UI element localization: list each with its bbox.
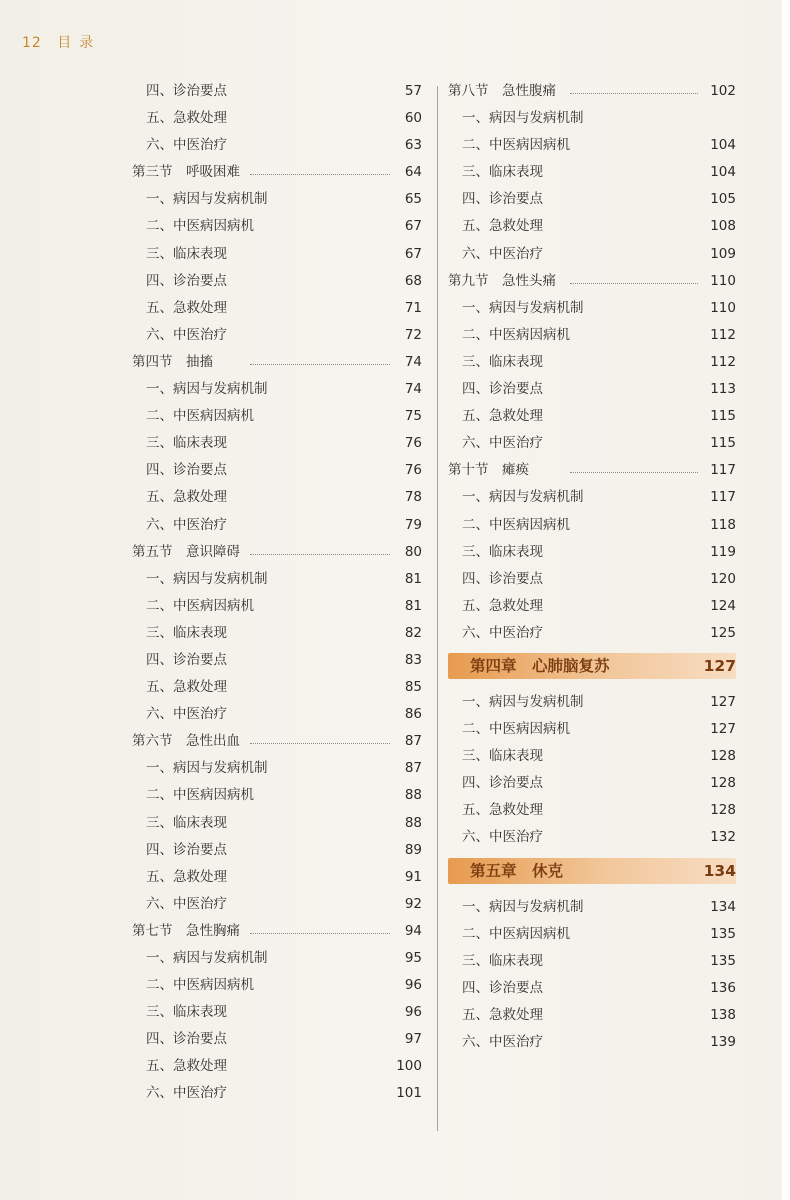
toc-page-number: 112 bbox=[710, 353, 736, 370]
toc-page-number: 128 bbox=[710, 775, 736, 792]
toc-page-number: 72 bbox=[404, 326, 422, 343]
toc-entry-title: 四、诊治要点 bbox=[146, 83, 227, 99]
toc-page-number: 96 bbox=[404, 1004, 422, 1021]
toc-entry-row[interactable] bbox=[448, 921, 736, 948]
toc-entry-title: 四、诊治要点 bbox=[462, 570, 543, 587]
toc-page-number: 83 bbox=[404, 651, 422, 668]
toc-section-title: 第八节 急性腹痛 bbox=[448, 83, 556, 99]
toc-page-number: 102 bbox=[710, 83, 736, 99]
toc-page-number: 67 bbox=[404, 218, 422, 235]
toc-entry-row[interactable] bbox=[448, 770, 736, 797]
toc-entry-row[interactable] bbox=[132, 430, 422, 457]
chapter-title: 第五章 休克 bbox=[470, 861, 564, 880]
toc-entry-title: 四、诊治要点 bbox=[462, 381, 543, 398]
toc-entry-row[interactable] bbox=[448, 689, 736, 716]
toc-page-number: 76 bbox=[404, 462, 422, 479]
toc-page-number: 117 bbox=[710, 462, 736, 479]
toc-entry-title: 三、临床表现 bbox=[146, 1004, 227, 1021]
toc-entry-row[interactable] bbox=[448, 295, 736, 322]
toc-page-number: 68 bbox=[404, 272, 422, 289]
toc-page-number: 109 bbox=[710, 245, 736, 262]
toc-entry-title: 三、临床表现 bbox=[146, 435, 227, 452]
header-page-number: 12 bbox=[22, 35, 42, 51]
toc-page-number: 75 bbox=[404, 408, 422, 425]
toc-entry-title: 六、中医治疗 bbox=[146, 706, 227, 723]
toc-section-title: 第四节 抽搐 bbox=[132, 353, 213, 370]
toc-entry-row[interactable] bbox=[448, 132, 736, 159]
toc-page-number: 118 bbox=[710, 516, 736, 533]
toc-page-number: 91 bbox=[404, 868, 422, 885]
toc-entry-row[interactable] bbox=[132, 566, 422, 593]
toc-entry-row[interactable] bbox=[132, 891, 422, 918]
toc-page-number: 92 bbox=[404, 895, 422, 912]
toc-page-number: 85 bbox=[404, 679, 422, 696]
toc-page-number: 95 bbox=[404, 950, 422, 966]
toc-entry-title: 六、中医治疗 bbox=[146, 326, 227, 343]
toc-entry-title: 一、病因与发病机制 bbox=[462, 693, 584, 710]
toc-entry-row[interactable] bbox=[448, 743, 736, 770]
toc-entry-row[interactable] bbox=[448, 159, 736, 186]
toc-page-number: 100 bbox=[396, 1058, 422, 1075]
toc-right-list-c bbox=[448, 894, 736, 1057]
toc-page-number: 67 bbox=[404, 245, 422, 262]
toc-page-number: 108 bbox=[710, 218, 736, 235]
toc-entry-row[interactable] bbox=[448, 213, 736, 240]
toc-entry-row[interactable] bbox=[448, 403, 736, 430]
toc-entry-row[interactable] bbox=[132, 647, 422, 674]
toc-entry-row[interactable] bbox=[132, 512, 422, 539]
toc-left-column bbox=[132, 78, 422, 1108]
toc-entry-title: 五、急救处理 bbox=[462, 218, 543, 235]
toc-section-title: 第六节 急性出血 bbox=[132, 733, 240, 750]
toc-entry-row[interactable] bbox=[448, 1002, 736, 1029]
toc-page-number: 135 bbox=[710, 925, 736, 942]
toc-entry-row[interactable] bbox=[448, 593, 736, 620]
toc-section-row[interactable] bbox=[132, 539, 422, 566]
toc-entry-title: 六、中医治疗 bbox=[462, 829, 543, 846]
toc-section-row[interactable] bbox=[448, 78, 736, 105]
toc-page-number: 128 bbox=[710, 748, 736, 765]
toc-entry-title: 六、中医治疗 bbox=[462, 624, 543, 641]
chapter-page: 127 bbox=[703, 656, 736, 675]
toc-page-number: 115 bbox=[710, 435, 736, 452]
page-edge bbox=[782, 0, 790, 1200]
toc-page-number: 63 bbox=[404, 137, 422, 154]
toc-page-number: 113 bbox=[710, 381, 736, 398]
toc-page-number: 110 bbox=[710, 272, 736, 289]
toc-page-number: 82 bbox=[404, 624, 422, 641]
toc-entry-row[interactable] bbox=[448, 948, 736, 975]
toc-entry-row[interactable] bbox=[448, 430, 736, 457]
toc-entry-row[interactable] bbox=[448, 894, 736, 921]
toc-entry-title: 五、急救处理 bbox=[146, 110, 227, 127]
toc-entry-row[interactable] bbox=[132, 782, 422, 809]
toc-section-row[interactable] bbox=[132, 728, 422, 755]
toc-page-number: 97 bbox=[404, 1031, 422, 1048]
toc-entry-row[interactable] bbox=[448, 566, 736, 593]
toc-entry-row[interactable] bbox=[448, 376, 736, 403]
toc-entry-title: 五、急救处理 bbox=[146, 299, 227, 316]
toc-page-number: 105 bbox=[710, 191, 736, 208]
toc-page-number: 86 bbox=[404, 706, 422, 723]
toc-right-column bbox=[448, 78, 736, 1056]
toc-entry-row[interactable] bbox=[132, 403, 422, 430]
toc-page-number: 81 bbox=[404, 570, 422, 587]
toc-page-number: 104 bbox=[710, 137, 736, 154]
toc-entry-row[interactable] bbox=[132, 376, 422, 403]
toc-page-number: 80 bbox=[404, 543, 422, 560]
toc-entry-row[interactable] bbox=[132, 213, 422, 240]
toc-section-title: 第九节 急性头痛 bbox=[448, 272, 556, 289]
toc-entry-row[interactable] bbox=[448, 484, 736, 511]
toc-entry-title: 五、急救处理 bbox=[462, 802, 543, 819]
toc-page-number: 135 bbox=[710, 952, 736, 969]
toc-section-title: 第十节 瘫痪 bbox=[448, 462, 529, 479]
toc-entry-title: 一、病因与发病机制 bbox=[146, 950, 268, 966]
toc-entry-title: 六、中医治疗 bbox=[462, 435, 543, 452]
toc-entry-title: 六、中医治疗 bbox=[146, 1085, 227, 1102]
toc-entry-title: 六、中医治疗 bbox=[462, 245, 543, 262]
toc-entry-title: 四、诊治要点 bbox=[146, 841, 227, 858]
toc-entry-title: 二、中医病因病机 bbox=[146, 787, 254, 804]
toc-entry-title: 四、诊治要点 bbox=[462, 191, 543, 208]
toc-page-number: 127 bbox=[710, 721, 736, 738]
toc-page-number: 79 bbox=[404, 516, 422, 533]
toc-entry-row[interactable] bbox=[132, 972, 422, 999]
toc-entry-title: 四、诊治要点 bbox=[146, 1031, 227, 1048]
toc-entry-title: 五、急救处理 bbox=[462, 1006, 543, 1023]
toc-entry-row[interactable] bbox=[132, 1080, 422, 1107]
toc-entry-row[interactable] bbox=[448, 539, 736, 566]
toc-entry-row[interactable] bbox=[132, 484, 422, 511]
chapter-heading[interactable] bbox=[448, 653, 736, 679]
toc-page-number: 76 bbox=[404, 435, 422, 452]
toc-entry-row[interactable] bbox=[132, 837, 422, 864]
toc-entry-title: 三、临床表现 bbox=[462, 952, 543, 969]
toc-page-number: 134 bbox=[710, 898, 736, 915]
toc-entry-title: 三、临床表现 bbox=[146, 624, 227, 641]
toc-entry-title: 二、中医病因病机 bbox=[146, 597, 254, 614]
toc-entry-row[interactable] bbox=[132, 1053, 422, 1080]
toc-entry-title: 三、临床表现 bbox=[462, 543, 543, 560]
toc-entry-title: 二、中医病因病机 bbox=[462, 721, 570, 738]
toc-entry-row[interactable] bbox=[132, 755, 422, 782]
toc-entry-title: 一、病因与发病机制 bbox=[146, 381, 268, 398]
toc-entry-row[interactable] bbox=[132, 78, 422, 105]
toc-page-number: 88 bbox=[404, 787, 422, 804]
toc-entry-row[interactable] bbox=[448, 1029, 736, 1056]
toc-entry-title: 一、病因与发病机制 bbox=[462, 299, 584, 316]
toc-entry-row[interactable] bbox=[448, 824, 736, 851]
toc-entry-title: 五、急救处理 bbox=[146, 1058, 227, 1075]
toc-entry-row[interactable] bbox=[132, 132, 422, 159]
toc-right-list-b bbox=[448, 689, 736, 852]
toc-page-number: 78 bbox=[404, 489, 422, 506]
toc-entry-title: 二、中医病因病机 bbox=[462, 326, 570, 343]
toc-page-number: 57 bbox=[404, 83, 422, 99]
toc-entry-title: 六、中医治疗 bbox=[146, 137, 227, 154]
toc-entry-row[interactable] bbox=[448, 975, 736, 1002]
page-header bbox=[22, 32, 101, 52]
toc-entry-row[interactable] bbox=[132, 1026, 422, 1053]
toc-page-number: 94 bbox=[404, 922, 422, 939]
toc-page-number: 124 bbox=[710, 597, 736, 614]
toc-entry-title: 一、病因与发病机制 bbox=[146, 760, 268, 777]
toc-entry-row[interactable] bbox=[448, 512, 736, 539]
toc-entry-row[interactable] bbox=[132, 810, 422, 837]
toc-entry-title: 五、急救处理 bbox=[146, 868, 227, 885]
toc-page-number: 125 bbox=[710, 624, 736, 641]
toc-page-number: 115 bbox=[710, 408, 736, 425]
toc-page-number: 88 bbox=[404, 814, 422, 831]
toc-page-number: 139 bbox=[710, 1034, 736, 1050]
toc-entry-row[interactable] bbox=[448, 322, 736, 349]
toc-page-number: 60 bbox=[404, 110, 422, 127]
toc-page-number: 96 bbox=[404, 977, 422, 994]
toc-entry-title: 一、病因与发病机制 bbox=[146, 191, 268, 208]
toc-entry-row[interactable] bbox=[448, 105, 736, 132]
toc-entry-title: 二、中医病因病机 bbox=[462, 516, 570, 533]
toc-page-number: 64 bbox=[404, 164, 422, 181]
toc-page-number: 127 bbox=[710, 693, 736, 710]
toc-entry-row[interactable] bbox=[132, 674, 422, 701]
toc-entry-title: 五、急救处理 bbox=[146, 489, 227, 506]
toc-page-number: 132 bbox=[710, 829, 736, 846]
toc-entry-title: 四、诊治要点 bbox=[462, 775, 543, 792]
toc-page-number: 74 bbox=[404, 381, 422, 398]
toc-entry-row[interactable] bbox=[132, 999, 422, 1026]
toc-right-list-a bbox=[448, 78, 736, 647]
toc-page-number: 65 bbox=[404, 191, 422, 208]
toc-entry-row[interactable] bbox=[132, 864, 422, 891]
toc-entry-title: 二、中医病因病机 bbox=[146, 977, 254, 994]
toc-entry-title: 一、病因与发病机制 bbox=[462, 898, 584, 915]
toc-entry-title: 六、中医治疗 bbox=[146, 516, 227, 533]
toc-entry-row[interactable] bbox=[448, 620, 736, 647]
toc-section-title: 第五节 意识障碍 bbox=[132, 543, 240, 560]
toc-entry-row[interactable] bbox=[132, 593, 422, 620]
toc-entry-title: 六、中医治疗 bbox=[462, 1034, 543, 1050]
toc-entry-title: 四、诊治要点 bbox=[146, 272, 227, 289]
toc-entry-title: 二、中医病因病机 bbox=[146, 218, 254, 235]
toc-page-number: 119 bbox=[710, 543, 736, 560]
chapter-heading[interactable] bbox=[448, 858, 736, 884]
toc-entry-title: 三、临床表现 bbox=[462, 353, 543, 370]
toc-entry-row[interactable] bbox=[448, 186, 736, 213]
toc-entry-title: 一、病因与发病机制 bbox=[462, 489, 584, 506]
toc-entry-row[interactable] bbox=[132, 295, 422, 322]
toc-page-number: 71 bbox=[404, 299, 422, 316]
chapter-page: 134 bbox=[703, 861, 736, 880]
toc-entry-title: 六、中医治疗 bbox=[146, 895, 227, 912]
toc-entry-row[interactable] bbox=[132, 241, 422, 268]
toc-entry-row[interactable] bbox=[448, 241, 736, 268]
toc-entry-row[interactable] bbox=[132, 945, 422, 972]
toc-entry-title: 五、急救处理 bbox=[462, 408, 543, 425]
toc-entry-title: 一、病因与发病机制 bbox=[462, 110, 584, 127]
chapter-title: 第四章 心肺脑复苏 bbox=[470, 656, 610, 675]
toc-page-number: 89 bbox=[404, 841, 422, 858]
toc-entry-title: 四、诊治要点 bbox=[146, 651, 227, 668]
toc-entry-title: 三、临床表现 bbox=[146, 245, 227, 262]
toc-page-number: 117 bbox=[710, 489, 736, 506]
toc-entry-row[interactable] bbox=[132, 268, 422, 295]
toc-entry-row[interactable] bbox=[448, 797, 736, 824]
toc-page-number: 120 bbox=[710, 570, 736, 587]
toc-page-number: 128 bbox=[710, 802, 736, 819]
toc-entry-row[interactable] bbox=[132, 186, 422, 213]
toc-entry-title: 二、中医病因病机 bbox=[462, 137, 570, 154]
toc-section-title: 第三节 呼吸困难 bbox=[132, 164, 240, 181]
toc-entry-title: 四、诊治要点 bbox=[462, 979, 543, 996]
toc-entry-row[interactable] bbox=[132, 105, 422, 132]
toc-entry-title: 五、急救处理 bbox=[462, 597, 543, 614]
toc-section-row[interactable] bbox=[132, 918, 422, 945]
toc-page-number: 101 bbox=[396, 1085, 422, 1102]
header-title: 目录 bbox=[57, 35, 102, 51]
toc-page-number: 138 bbox=[710, 1006, 736, 1023]
column-divider bbox=[437, 86, 438, 1131]
toc-page-number: 104 bbox=[710, 164, 736, 181]
toc-section-row[interactable] bbox=[132, 159, 422, 186]
toc-entry-row[interactable] bbox=[132, 457, 422, 484]
toc-section-row[interactable] bbox=[448, 457, 736, 484]
toc-entry-row[interactable] bbox=[132, 701, 422, 728]
toc-entry-row[interactable] bbox=[132, 620, 422, 647]
toc-entry-title: 二、中医病因病机 bbox=[146, 408, 254, 425]
toc-entry-title: 一、病因与发病机制 bbox=[146, 570, 268, 587]
toc-page-number: 74 bbox=[404, 353, 422, 370]
toc-page-number: 110 bbox=[710, 299, 736, 316]
toc-page-number: 81 bbox=[404, 597, 422, 614]
toc-page-number: 87 bbox=[404, 733, 422, 750]
toc-section-row[interactable] bbox=[448, 268, 736, 295]
toc-entry-title: 二、中医病因病机 bbox=[462, 925, 570, 942]
toc-page-number: 87 bbox=[404, 760, 422, 777]
toc-page-number: 112 bbox=[710, 326, 736, 343]
toc-section-row[interactable] bbox=[132, 349, 422, 376]
toc-entry-title: 三、临床表现 bbox=[462, 748, 543, 765]
toc-entry-title: 五、急救处理 bbox=[146, 679, 227, 696]
toc-entry-row[interactable] bbox=[448, 349, 736, 376]
toc-page-number: 136 bbox=[710, 979, 736, 996]
toc-entry-title: 三、临床表现 bbox=[462, 164, 543, 181]
toc-entry-row[interactable] bbox=[132, 322, 422, 349]
toc-entry-title: 四、诊治要点 bbox=[146, 462, 227, 479]
toc-section-title: 第七节 急性胸痛 bbox=[132, 922, 240, 939]
toc-entry-title: 三、临床表现 bbox=[146, 814, 227, 831]
toc-entry-row[interactable] bbox=[448, 716, 736, 743]
